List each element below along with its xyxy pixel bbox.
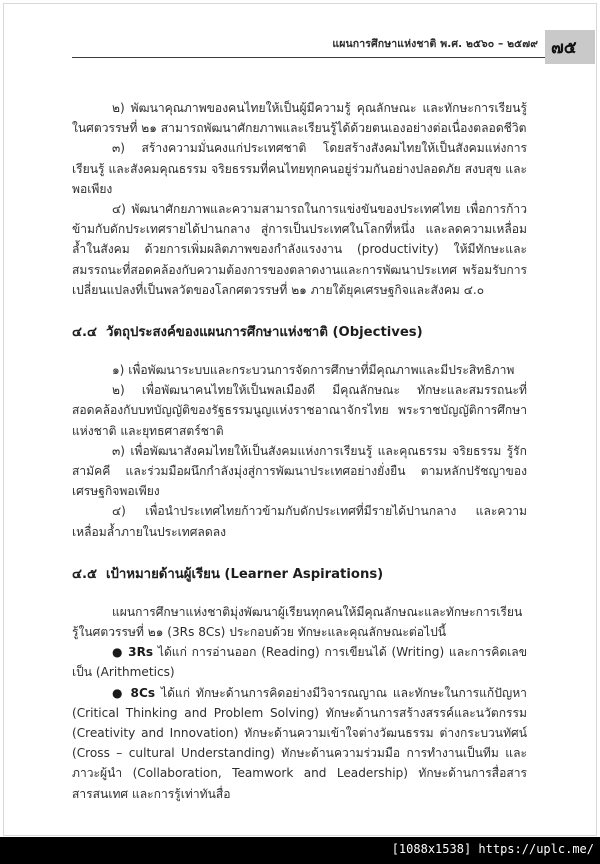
objective-3: ๓) เพื่อพัฒนาสังคมไทยให้เป็นสังคมแห่งการเรียนรู้ และคุณธรรม จริยธรรม รู้รักสามัคคี และร่วมมือผนึกกำลังมุ่งสู่การพัฒนาประเทศอย่างยั่งยืน ตามหลักปรัชญาของเศรษฐกิจพอเพียง xyxy=(72,443,527,499)
objective-2: ๒) เพื่อพัฒนาคนไทยให้เป็นพลเมืองดี มีคุณลักษณะ ทักษะและสมรรถนะที่สอดคล้องกับบทบัญญัติของรัฐธรรมนูญแห่งราชอาณาจักรไทย พระราชบัญญัติการศึกษาแห่งชาติ และยุทธศาสตร์ชาติ xyxy=(72,383,527,438)
section-heading-4-5 xyxy=(72,565,527,585)
section-heading-4-4 xyxy=(72,323,527,343)
bullet-text-3rs: ได้แก่ การอ่านออก (Reading) การเขียนได้ (Writing) และการคิดเลขเป็น (Arithmetics) xyxy=(72,645,527,680)
bullet-item-8cs xyxy=(72,683,527,804)
objective-4: ๔) เพื่อนำประเทศไทยก้าวข้ามกับดักประเทศที่มีรายได้ปานกลาง และความเหลื่อมล้ำภายในประเทศลดลง xyxy=(72,504,527,539)
bullet-label-8cs: 8Cs xyxy=(130,685,156,700)
spacer xyxy=(72,343,527,360)
header-title: แผนการศึกษาแห่งชาติ พ.ศ. ๒๕๖๐ – ๒๕๗๙ xyxy=(332,38,538,50)
page-number: ๗๕ xyxy=(551,38,577,58)
watermark-bar xyxy=(0,837,600,864)
section-number-4-4: ๔.๔ xyxy=(72,325,97,341)
section-number-4-5: ๔.๕ xyxy=(72,566,97,582)
page-header xyxy=(0,34,600,68)
bullet-text-8cs: ได้แก่ ทักษะด้านการคิดอย่างมีวิจารณญาณ และทักษะในการแก้ปัญหา (Critical Thinking and Problem Solving) ทักษะด้านการสร้างสรรค์และนวัตกรรม (Creativity and Innovation) ทักษะด้านความเข้าใจต่างวัฒนธรรม ต่างกระบวนทัศน์ (Cross – cultural Understanding) ทักษะด้านความร่วมมือ การทำงานเป็นทีม และภาวะผู้นำ (Collaboration, Teamwork and Leadership) ทักษะด้านการสื่อสาร สารสนเทศ และการรู้เท่าทันสื่อ xyxy=(72,685,527,801)
spacer xyxy=(72,300,527,323)
paragraph-item-4: ๔) พัฒนาศักยภาพและความสามารถในการแข่งขันของประเทศไทย เพื่อการก้าวข้ามกับดักประเทศรายได้ปานกลาง สู่การเป็นประเทศในโลกที่หนึ่ง และลดความเหลื่อมล้ำในสังคม ด้วยการเพิ่มผลิตภาพของกำลังแรงงาน (productivity) ให้มีทักษะและสมรรถนะที่สอดคล้องกับความต้องการของตลาดงานและการพัฒนาประเทศ พร้อมรับการเปลี่ยนแปลงที่เป็นพลวัตของโลกศตวรรษที่ ๒๑ ภายใต้ยุคเศรษฐกิจและสังคม ๔.๐ xyxy=(72,202,527,297)
spacer xyxy=(72,585,527,602)
header-divider xyxy=(72,57,545,58)
bullet-item-3rs xyxy=(72,642,527,682)
learner-aspirations-intro: แผนการศึกษาแห่งชาติมุ่งพัฒนาผู้เรียนทุกคนให้มีคุณลักษณะและทักษะการเรียนรู้ในศตวรรษที่ ๒๑ (3Rs 8Cs) ประกอบด้วย ทักษะและคุณลักษณะต่อไปนี้ xyxy=(72,604,523,640)
section-title-4-4: วัตถุประสงค์ของแผนการศึกษาแห่งชาติ (Objectives) xyxy=(106,325,423,341)
spacer xyxy=(72,542,527,565)
objective-1: ๑) เพื่อพัฒนาระบบและกระบวนการจัดการศึกษาที่มีคุณภาพและมีประสิทธิภาพ xyxy=(112,363,515,378)
bullet-icon: ● xyxy=(112,685,125,700)
bullet-icon: ● xyxy=(112,645,124,660)
watermark-text: [1088x1538] https://uplc.me/ xyxy=(391,842,594,856)
paragraph-item-3: ๓) สร้างความมั่นคงแก่ประเทศชาติ โดยสร้างสังคมไทยให้เป็นสังคมแห่งการเรียนรู้ และสังคมคุณธรรม จริยธรรมที่คนไทยทุกคนอยู่ร่วมกันอย่างปลอดภัย สงบสุข และพอเพียง xyxy=(72,141,527,196)
paragraph-item-2: ๒) พัฒนาคุณภาพของคนไทยให้เป็นผู้มีความรู้ คุณลักษณะ และทักษะการเรียนรู้ในศตวรรษที่ ๒๑ สามารถพัฒนาศักยภาพและเรียนรู้ได้ด้วยตนเองอย่างต่อเนื่องตลอดชีวิต xyxy=(72,101,527,136)
section-title-4-5: เป้าหมายด้านผู้เรียน (Learner Aspirations) xyxy=(106,566,384,582)
page-content xyxy=(72,98,527,804)
bullet-label-3rs: 3Rs xyxy=(128,645,154,660)
